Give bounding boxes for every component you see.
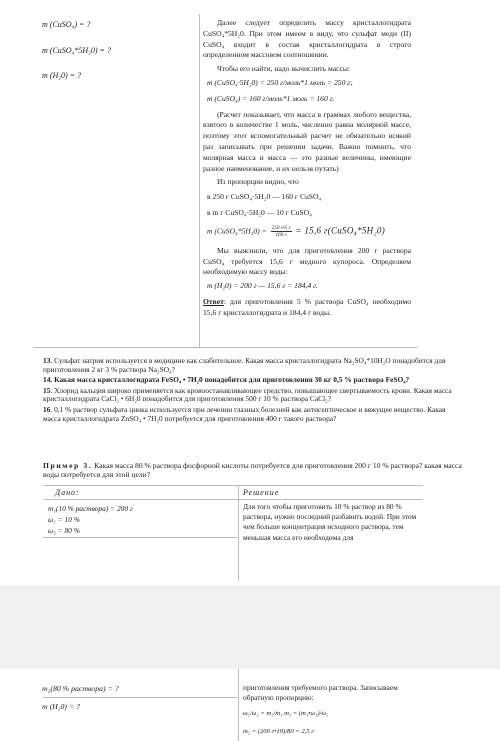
paragraph-conclusion: Мы выяснили, что для приготовления 200 г раствора CuSO₄ требуется 15,6 г медного купороса. Определяем необходимую массу воды:: [203, 245, 411, 277]
dano-item-mass: m₁(10 % раствора) = 200 г: [48, 504, 133, 513]
page-2-given-water: m (H₂0) = ?: [42, 702, 81, 711]
paragraph-proportion: Из пропорции видно, что: [217, 177, 299, 187]
dano-title: Дано:: [55, 488, 80, 497]
page-2: [0, 669, 500, 741]
given-crystal: m (CuSO₄*5H₂0) = ?: [42, 46, 111, 55]
problem-14: 14. Какая масса кристаллогидрата FeSO₄ • 7H₂0 понадобится для приготовления 30 кг 0,5 % раствора FeSO₄?: [43, 375, 410, 385]
given-water: m (H₂0) = ?: [42, 71, 82, 80]
equation-4: m (H₂0) = 200 г — 15,6 г = 184,4 г.: [207, 281, 318, 291]
page-1-rule: [33, 347, 418, 348]
table-top-rule: [43, 485, 423, 486]
proportion-line-1: в 250 г CuSO₄·5H₂0 — 160 г CuSO₄: [207, 192, 322, 202]
page-2-rule: [43, 697, 238, 698]
page-2-solution-text: приготовления требуемого раствора. Записываем обратную пропорцию:: [243, 683, 398, 702]
equation-3-right: = 15,6 г(CuSO₄*5H₂0): [295, 225, 386, 235]
paragraph-crystal-mass: Далее следует определить массу кристаллогидрата CuSO₄*5H₂0. При этом имеем в виду, что сульфат меди (II) CuSO₄ входит в состав кристаллогидрата в строго определенном массовом соотношении.: [203, 18, 411, 60]
equation-2: m (CuSO₄) = 160 г/моль*1 моль = 160 г.: [207, 93, 335, 103]
given-bottom-rule: [43, 537, 238, 538]
given-cuso4: m (CuSO₄) = ?: [42, 20, 91, 29]
problem-list: [43, 357, 463, 425]
page-2-result: m₂ = (200 г•10)/80 = 2,5 г: [243, 728, 314, 735]
problem-13: 13. Сульфат натрия используется в медицине как слабительное. Какая масса кристаллогидрата Na₂SO₄*10H₂O понадобится для приготовления 2 кг 3 % раствора Na₂SO₄?: [43, 356, 446, 374]
column-divider: [199, 14, 200, 347]
paragraph-find: Чтобы его найти, надо вычислить массы:: [217, 64, 351, 74]
table-header-rule: [43, 499, 423, 500]
problem-15: 15. Хлорид кальция широко применяется как кровоостанавливающее средство, повышающее свертываемость крови. Какая масса кристаллогидрата CaCl₂ • 6H₂0 понадобится для приготовления 500 г 10 % раствора CaCl₂?: [43, 385, 452, 404]
example-solution: Для того чтобы приготовить 10 % раствор из 80 % раствора, нужно последний разбавить водой. При этом чем больше концентрация исходного раствора, тем меньшая масса его необходима для: [243, 502, 417, 542]
dano-items: [48, 503, 133, 536]
answer: [203, 297, 411, 319]
equation-3-denominator: 160 г: [275, 231, 287, 238]
page-2-given-mass: m₂(80 % раствора) = ?: [42, 684, 119, 693]
example-lead: Пример 3.: [43, 461, 93, 470]
answer-text: : для приготовления 5 % раствора CuSO₄ необходимо 15,6 г кристаллогидрата и 184,4 г воды.: [203, 296, 411, 317]
proportion-line-2: в m г CuSO₄·5H₂0 — 10 г CuSO₄: [207, 207, 312, 217]
page-2-proportion: ω₁/ω₂ = m₂/m₁ m₂ = (m₁•ω₁)/ω₂: [243, 710, 329, 717]
example-text: Какая масса 80 % раствора фосфорной кислоты потребуется для приготовления 200 г 10 % раствора? какая масса воды потребуется для этой цели?: [43, 461, 462, 479]
dano-item-omega1: ω₁ = 10 %: [48, 515, 80, 524]
dano-item-omega2: ω₂ = 80 %: [48, 526, 80, 535]
answer-label: Ответ: [203, 296, 224, 306]
page-2-divider: [238, 669, 239, 741]
example-3: [43, 462, 463, 480]
paragraph-note: (Расчет показывает, что масса в граммах любого вещества, взятого в количестве 1 моль, численно равна молярной массе, поэтому этот вспомогательный расчет не обязательно всякий раз записывать при решении задачи. Важно помнить, что молярная масса и масса — это разные величины, имеющие разное наименование, и их нельзя путать): [203, 109, 411, 173]
problem-16: 16. 0,1 % раствор сульфата цинка используется при лечении глазных болезней как антисептическое и вяжущее вещество. Какая масса кристаллогидрата ZnSO₄ • 7H₂0 потребуется для приготовления 400 г такого раствора?: [43, 404, 446, 423]
equation-3-left: m (CuSO₄*5H₂0) =: [207, 226, 267, 235]
table-divider: [238, 485, 239, 581]
page-gap: [0, 585, 500, 669]
equation-3-numerator: 250 г•5 г: [271, 224, 291, 231]
equation-1: m (CuSO₄·5H₂0) = 250 г/моль*1 моль = 250 г;: [207, 77, 353, 87]
solution-title: Решение: [243, 488, 280, 497]
equation-3-fraction: [271, 225, 292, 238]
solution-column: [203, 18, 411, 322]
equation-3: [207, 225, 411, 238]
